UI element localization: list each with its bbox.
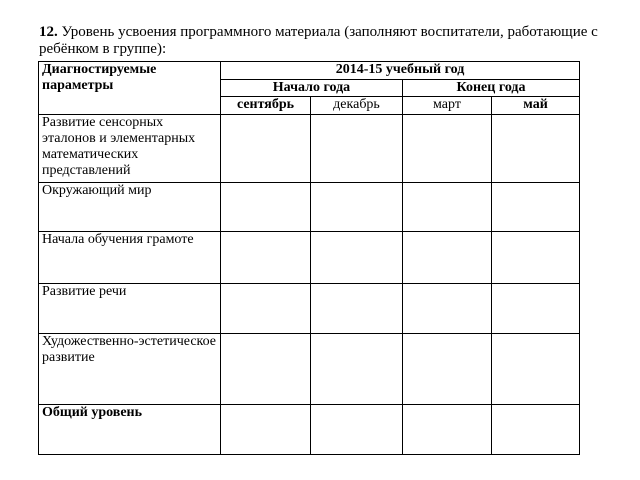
row-label-art: Художественно-эстетическое развитие xyxy=(39,334,221,405)
row-label-overall: Общий уровень xyxy=(39,405,221,455)
table-cell[interactable] xyxy=(403,232,492,284)
table-row xyxy=(39,334,580,405)
month-header-september: сентябрь xyxy=(221,97,311,115)
table-cell[interactable] xyxy=(221,232,311,284)
assessment-table xyxy=(38,61,580,455)
table-cell[interactable] xyxy=(403,183,492,232)
params-header-cell: Диагностируемые параметры xyxy=(39,62,221,115)
section-heading-text: Уровень усвоения программного материала (заполняют воспитатели, работающие с ребёнком в группе): xyxy=(39,24,598,57)
table-cell[interactable] xyxy=(492,284,580,334)
section-heading xyxy=(39,24,599,58)
table-cell[interactable] xyxy=(311,405,403,455)
row-label-world: Окружающий мир xyxy=(39,183,221,232)
table-cell[interactable] xyxy=(221,183,311,232)
start-of-year-header: Начало года xyxy=(221,80,403,97)
table-row xyxy=(39,405,580,455)
table-cell[interactable] xyxy=(492,405,580,455)
row-label-sensory-math: Развитие сенсорных эталонов и элементарных математических представлений xyxy=(39,115,221,183)
table-cell[interactable] xyxy=(492,183,580,232)
table-header-row xyxy=(39,62,580,80)
table-cell[interactable] xyxy=(403,405,492,455)
row-label-literacy: Начала обучения грамоте xyxy=(39,232,221,284)
year-header-cell: 2014-15 учебный год xyxy=(221,62,580,80)
table-row xyxy=(39,284,580,334)
table-cell[interactable] xyxy=(311,183,403,232)
table-cell[interactable] xyxy=(221,405,311,455)
table-cell[interactable] xyxy=(492,115,580,183)
table-cell[interactable] xyxy=(311,284,403,334)
table-cell[interactable] xyxy=(311,115,403,183)
table-cell[interactable] xyxy=(403,115,492,183)
table-cell[interactable] xyxy=(403,334,492,405)
section-number: 12. xyxy=(39,24,58,40)
table-cell[interactable] xyxy=(221,115,311,183)
table-row xyxy=(39,232,580,284)
row-label-speech: Развитие речи xyxy=(39,284,221,334)
end-of-year-header: Конец года xyxy=(403,80,580,97)
month-header-may: май xyxy=(492,97,580,115)
table-row xyxy=(39,115,580,183)
table-cell[interactable] xyxy=(311,232,403,284)
table-row xyxy=(39,183,580,232)
table-cell[interactable] xyxy=(221,334,311,405)
table-cell[interactable] xyxy=(492,334,580,405)
table-cell[interactable] xyxy=(311,334,403,405)
table-cell[interactable] xyxy=(492,232,580,284)
table-cell[interactable] xyxy=(221,284,311,334)
month-header-march: март xyxy=(403,97,492,115)
month-header-december: декабрь xyxy=(311,97,403,115)
table-cell[interactable] xyxy=(403,284,492,334)
